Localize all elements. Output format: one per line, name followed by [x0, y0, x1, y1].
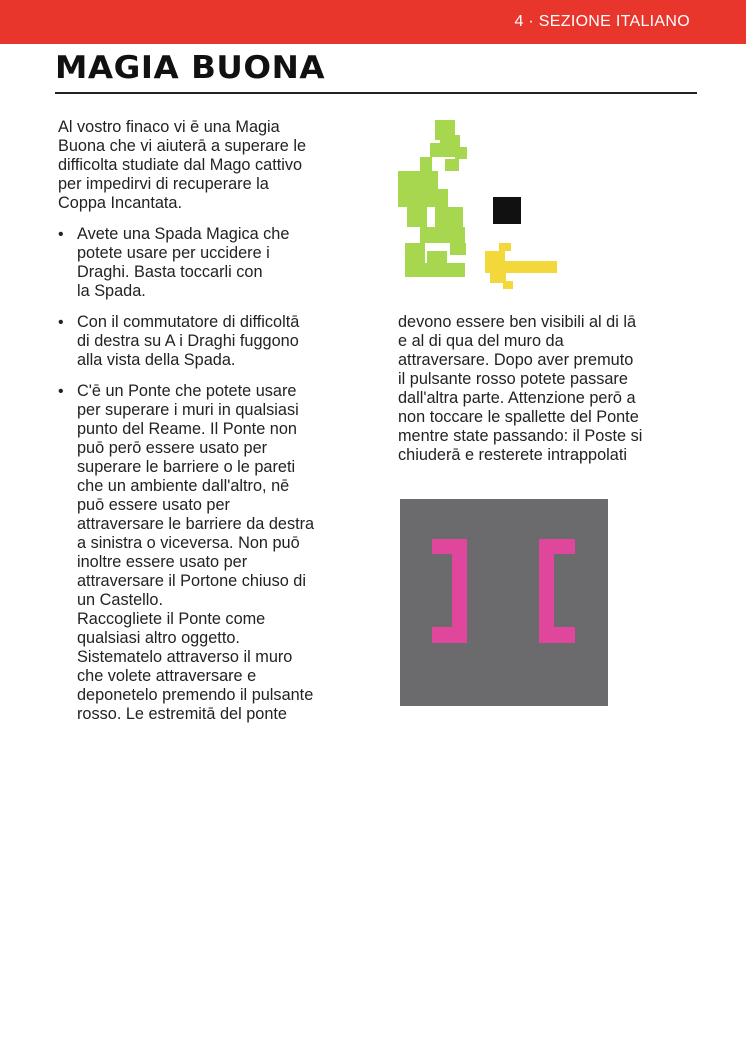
bullet-text: Avete una Spada Magica che potete usare per uccidere i Draghi. Basta toccarli con la Spada.: [77, 225, 290, 300]
sword-sprite-part: [499, 243, 511, 251]
bridge-illustration: [400, 499, 608, 706]
right-column-text: devono essere ben visibili al di lā e al di qua del muro da attraversare. Dopo aver premuto il pulsante rosso potete passare dall'altra parte. Attenzione perō a non toccare le spallette del Ponte mentre state passando: il Poste si chiuderā e resterete intrappolati: [398, 313, 643, 464]
magnet-sprite-part: [435, 207, 463, 229]
bullet-list: [58, 225, 368, 724]
bullet-text: C'ē un Ponte che potete usare per superare i muri in qualsiasi punto del Reame. Il Ponte non puō perō essere usato per superare le barriere o le pareti che un ambiente dall'altro, nē puō essere usato per attraversare le barriere da destra a sinistra o viceversa. Non puō inoltre essere usato per attraversare il Portone chiuso di un Castello. Raccogliete il Ponte come qualsiasi altro oggetto. Sistematelo attraverso il muro che volete attraversare e deponetelo premendo il pulsante rosso. Le estremitā del ponte: [77, 382, 315, 723]
magnet-sprite-part: [398, 189, 418, 207]
section-label: 4 · SEZIONE ITALIANO: [514, 13, 690, 30]
bullet-text: Con il commutatore di difficoltā di destra su A i Draghi fuggono alla vista della Spada.: [77, 313, 300, 369]
magnet-sprite-part: [398, 171, 438, 189]
bridge-left-post: [432, 627, 467, 643]
bullet-icon: •: [58, 383, 64, 400]
title-rule: [55, 92, 697, 94]
header-bar: [0, 0, 746, 44]
magic-items-illustration: [395, 115, 565, 295]
magnet-sprite-part: [418, 189, 448, 207]
bullet-icon: •: [58, 226, 64, 243]
page-title: MAGIA BUONA: [55, 50, 326, 86]
magnet-sprite-part: [445, 159, 459, 171]
dot-sprite: [493, 197, 521, 224]
magnet-sprite-part: [407, 207, 427, 227]
magnet-sprite-part: [427, 251, 447, 263]
magnet-sprite-part: [450, 243, 466, 255]
bullet-icon: •: [58, 314, 64, 331]
magnet-sprite-part: [420, 227, 465, 243]
sword-sprite-part: [485, 261, 557, 273]
magnet-sprite-part: [405, 243, 425, 263]
left-column: [58, 118, 368, 736]
intro-paragraph: Al vostro finaco vi ē una Magia Buona che vi aiuterā a superare le difficolta studiate dal Mago cattivo per impedirvi di recuperare la Coppa Incantata.: [58, 118, 306, 212]
magnet-sprite-part: [405, 263, 465, 277]
list-item: [58, 382, 368, 724]
list-item: [58, 225, 368, 301]
sword-sprite-part: [503, 281, 513, 289]
list-item: [58, 313, 368, 370]
magnet-sprite-part: [420, 157, 432, 171]
magnet-sprite-part: [430, 143, 455, 157]
sword-sprite-part: [485, 251, 505, 261]
magnet-sprite-part: [455, 147, 467, 159]
bridge-right-post: [539, 627, 575, 643]
